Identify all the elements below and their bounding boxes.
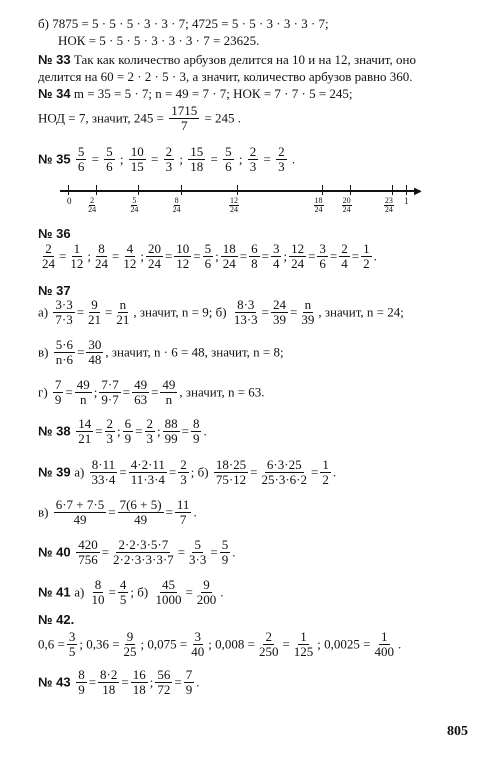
fraction: $\frac{5}{6}$ <box>204 241 212 271</box>
text: . <box>398 636 402 652</box>
fraction: $\frac{1715}{7}$ <box>171 103 198 133</box>
text: = <box>147 151 162 167</box>
line-1 <box>38 16 329 31</box>
fraction: $\frac{30}{48}$ <box>88 337 102 367</box>
problem-34-cont <box>38 104 241 132</box>
number-line-zero: 0 <box>67 196 72 206</box>
number-line-tick <box>138 185 139 195</box>
fraction: $\frac{12}{24}$ <box>291 241 305 271</box>
text: , значит, n · 6 = 48, значит, n = 8; <box>105 344 284 360</box>
problem-37-title <box>38 283 71 298</box>
text: = <box>261 304 270 320</box>
text: = <box>168 464 177 480</box>
text: = <box>122 384 131 400</box>
problem-text: Так как количество арбузов делится на 10 и на 12, значит, оно <box>70 52 416 67</box>
fraction: $\frac{2\cdot 2\cdot 3\cdot 5\cdot 7}{2\cdot 2\cdot 3\cdot 3\cdot 3\cdot 7}$ <box>113 537 174 567</box>
fraction: $\frac{2}{250}$ <box>258 629 279 659</box>
fraction: $\frac{5}{6}$ <box>106 144 113 174</box>
number-line-tick <box>237 185 238 195</box>
text: . <box>373 248 377 264</box>
text: = <box>135 423 143 439</box>
text: ; <box>149 674 154 690</box>
problem-36-row <box>38 242 377 270</box>
text: . <box>193 504 197 520</box>
fraction: $\frac{2}{3}$ <box>278 144 285 174</box>
number-line-label: 2 24 <box>88 196 97 215</box>
number-line-label: 8 24 <box>172 196 181 215</box>
text: = <box>111 248 120 264</box>
fraction: $\frac{15}{18}$ <box>190 144 204 174</box>
number-line-label: 20 24 <box>342 196 351 215</box>
number-line-label: 18 24 <box>314 196 323 215</box>
problem-39-a <box>38 458 336 486</box>
text: . <box>220 584 224 600</box>
fraction: $\frac{6\cdot 3\cdot 25}{25\cdot 3\cdot 6\cdot 2}$ <box>261 457 308 487</box>
text: = <box>185 584 193 600</box>
problem-number: № 40 <box>38 544 75 560</box>
text: = <box>250 464 258 480</box>
text: ; <box>117 423 121 439</box>
fraction: $\frac{8\cdot 2}{18}$ <box>100 667 118 697</box>
problem-35 <box>38 145 295 173</box>
text: = <box>164 248 173 264</box>
fraction: $\frac{3}{4}$ <box>272 241 280 271</box>
text: ; <box>157 423 161 439</box>
fraction: $\frac{2}{4}$ <box>341 241 348 271</box>
fraction: $\frac{18\cdot 25}{75\cdot 12}$ <box>215 457 247 487</box>
problem-number: № 42. <box>38 612 75 627</box>
fraction: $\frac{49}{63}$ <box>134 377 148 407</box>
text: ; б) <box>190 464 212 480</box>
fraction: $\frac{3\cdot 3}{7\cdot 3}$ <box>55 297 73 327</box>
fraction: $\frac{9}{200}$ <box>196 577 217 607</box>
fraction: $\frac{8}{9}$ <box>192 416 200 446</box>
fraction: $\frac{4}{5}$ <box>119 577 127 607</box>
problem-number: № 41 <box>38 584 75 600</box>
fraction: $\frac{5}{3\cdot 3}$ <box>189 537 207 567</box>
problem-number: № 36 <box>38 226 71 241</box>
fraction: $\frac{14}{21}$ <box>78 416 92 446</box>
text: = <box>181 423 189 439</box>
fraction: $\frac{2}{3}$ <box>180 457 187 487</box>
fraction: $\frac{3}{6}$ <box>319 241 326 271</box>
fraction: $\frac{49}{n}$ <box>76 377 90 407</box>
text: ; 0,008 = <box>208 636 255 652</box>
problem-number: № 39 <box>38 464 75 480</box>
text: а) <box>74 584 88 600</box>
fraction: $\frac{6\cdot 7 + 7\cdot 5}{49}$ <box>55 497 105 527</box>
text: ; <box>87 248 91 264</box>
number-line-one: 1 <box>404 196 409 206</box>
number-line-tick <box>350 185 351 195</box>
text: = <box>260 151 275 167</box>
line-text: 7875 = 5 · 5 · 5 · 3 · 3 · 7; 4725 = 5 · 5 · 3 · 3 · 3 · 7; <box>52 16 329 31</box>
text: а) <box>38 304 52 320</box>
text: ; 0,0025 = <box>317 636 371 652</box>
fraction: $\frac{8}{10}$ <box>91 577 105 607</box>
fraction: $\frac{9}{25}$ <box>123 629 137 659</box>
fraction: $\frac{1}{2}$ <box>322 457 329 487</box>
text: , значит, n = 24; <box>318 304 404 320</box>
fraction: $\frac{8\cdot 3}{13\cdot 3}$ <box>233 297 258 327</box>
text: . <box>332 464 337 480</box>
text: = <box>95 423 103 439</box>
text: = <box>308 248 316 264</box>
fraction: $\frac{4\cdot 2\cdot 11}{11\cdot 3\cdot 4}$ <box>130 457 165 487</box>
text: = <box>88 674 97 690</box>
text: = <box>193 248 201 264</box>
fraction: $\frac{16}{18}$ <box>132 667 146 697</box>
text: . <box>232 544 236 560</box>
text: ; <box>283 248 288 264</box>
text: = <box>165 504 173 520</box>
text: = <box>177 544 186 560</box>
text: = <box>77 344 85 360</box>
text: = <box>108 504 116 520</box>
problem-37-g <box>38 378 265 406</box>
fraction: $\frac{8}{9}$ <box>78 667 85 697</box>
fraction: $\frac{7(6 + 5)}{49}$ <box>119 497 162 527</box>
text: ; 0,075 = <box>140 636 188 652</box>
problem-37-v <box>38 338 284 366</box>
text: ; <box>93 384 98 400</box>
text: = <box>207 151 222 167</box>
fraction: $\frac{2}{3}$ <box>106 416 114 446</box>
fraction: $\frac{5}{6}$ <box>77 144 85 174</box>
fraction: $\frac{56}{72}$ <box>157 667 171 697</box>
fraction: $\frac{5}{9}$ <box>221 537 229 567</box>
fraction: $\frac{2}{24}$ <box>42 241 55 271</box>
problem-33-cont: делится на 60 = 2 · 2 · 5 · 3, а значит, количество арбузов равно 360. <box>38 69 413 84</box>
text: ; б) <box>130 584 152 600</box>
text: = <box>282 636 290 652</box>
number-line-tick <box>322 185 323 195</box>
fraction: $\frac{3}{5}$ <box>68 629 76 659</box>
fraction: $\frac{45}{1000}$ <box>155 577 182 607</box>
text: = <box>261 248 269 264</box>
text: = <box>151 384 159 400</box>
fraction: $\frac{9}{21}$ <box>88 297 102 327</box>
fraction: $\frac{8}{24}$ <box>94 241 108 271</box>
problem-40 <box>38 538 235 566</box>
fraction: $\frac{4}{12}$ <box>123 241 137 271</box>
text: = <box>108 584 116 600</box>
text: = <box>239 248 248 264</box>
text: = <box>174 674 182 690</box>
text: ; <box>140 248 144 264</box>
problem-42-row <box>38 630 401 658</box>
problem-33 <box>38 52 416 67</box>
fraction: $\frac{1}{400}$ <box>374 629 394 659</box>
problem-36-title <box>38 226 71 241</box>
problem-39-v <box>38 498 197 526</box>
fraction: $\frac{5}{6}$ <box>225 144 232 174</box>
fraction: $\frac{49}{n}$ <box>162 377 176 407</box>
text: ; <box>215 248 219 264</box>
problem-42-title <box>38 612 74 627</box>
problem-number: № 37 <box>38 283 71 298</box>
text: = <box>311 464 319 480</box>
page-number: 805 <box>447 724 468 739</box>
text: = <box>119 464 127 480</box>
text: = <box>76 304 85 320</box>
fraction: $\frac{7\cdot 7}{9\cdot 7}$ <box>101 377 119 407</box>
fraction: $\frac{1}{2}$ <box>363 241 370 271</box>
text: НОД = 7, значит, 245 = <box>38 110 164 126</box>
text: . <box>288 151 296 167</box>
problem-number: № 34 <box>38 86 71 101</box>
fraction: $\frac{420}{756}$ <box>78 537 98 567</box>
text: = <box>290 304 298 320</box>
fraction: $\frac{8\cdot 11}{33\cdot 4}$ <box>91 457 116 487</box>
text: в) <box>38 344 52 360</box>
number-line <box>60 190 420 192</box>
fraction: $\frac{1}{125}$ <box>293 629 314 659</box>
fraction: $\frac{88}{99}$ <box>164 416 178 446</box>
fraction: $\frac{7}{9}$ <box>54 377 62 407</box>
problem-number: № 43 <box>38 674 75 690</box>
text: = <box>65 384 73 400</box>
number-line-tick <box>392 185 393 195</box>
fraction: $\frac{20}{24}$ <box>147 241 161 271</box>
problem-number: № 35 <box>38 151 71 167</box>
line-2: НОК = 5 · 5 · 5 · 3 · 3 · 3 · 7 = 23625. <box>58 33 260 48</box>
problem-34 <box>38 86 353 101</box>
problem-37-a <box>38 298 404 326</box>
text: = <box>351 248 360 264</box>
problem-text: m = 35 = 5 · 7; n = 49 = 7 · 7; НОК = 7 · 7 · 5 = 245; <box>70 86 353 101</box>
text: = <box>59 248 67 264</box>
text: = <box>105 304 113 320</box>
text: а) <box>74 464 88 480</box>
text: = <box>210 544 218 560</box>
text: . <box>196 674 200 690</box>
fraction: $\frac{5\cdot 6}{n\cdot 6}$ <box>55 337 74 367</box>
number-line-label: 5 24 <box>130 196 139 215</box>
text: , значит, n = 63. <box>179 384 265 400</box>
text: ; <box>235 151 246 167</box>
problem-38 <box>38 417 207 445</box>
problem-43 <box>38 668 199 696</box>
problem-number: № 38 <box>38 423 75 439</box>
fraction: $\frac{n}{39}$ <box>301 297 315 327</box>
text: . <box>203 423 207 439</box>
fraction: $\frac{2}{3}$ <box>249 144 257 174</box>
number-line-tick <box>96 185 97 195</box>
fraction: $\frac{2}{3}$ <box>165 144 173 174</box>
text: ; <box>176 151 187 167</box>
fraction-row <box>74 144 296 174</box>
fraction: $\frac{6}{9}$ <box>124 416 132 446</box>
text: = <box>121 674 129 690</box>
text: 0,6 = <box>38 636 65 652</box>
text: в) <box>38 504 52 520</box>
fraction: $\frac{10}{15}$ <box>130 144 144 174</box>
fraction: $\frac{7}{9}$ <box>185 667 193 697</box>
text: = 245 . <box>204 110 242 126</box>
fraction: $\frac{2}{3}$ <box>146 416 153 446</box>
text: ; 0,36 = <box>79 636 120 652</box>
item-label: б) <box>38 16 49 31</box>
number-line-label: 12 24 <box>230 196 238 215</box>
fraction: $\frac{1}{12}$ <box>70 241 84 271</box>
fraction: $\frac{n}{21}$ <box>116 297 130 327</box>
fraction: $\frac{3}{40}$ <box>191 629 205 659</box>
text: = <box>329 248 338 264</box>
number-line-label: 23 24 <box>384 196 393 215</box>
problem-number: № 33 <box>38 52 71 67</box>
text: ; <box>116 151 127 167</box>
fraction: $\frac{18}{24}$ <box>222 241 236 271</box>
fraction: $\frac{6}{8}$ <box>251 241 258 271</box>
fraction: $\frac{11}{7}$ <box>176 497 190 527</box>
problem-41 <box>38 578 224 606</box>
text: = <box>101 544 110 560</box>
fraction: $\frac{10}{12}$ <box>176 241 190 271</box>
fraction: $\frac{24}{39}$ <box>273 297 287 327</box>
text: , значит, n = 9; б) <box>133 304 230 320</box>
text: г) <box>38 384 51 400</box>
number-line-arrow-icon: ▶ <box>414 186 422 197</box>
text: = <box>88 151 103 167</box>
number-line-tick <box>181 185 182 195</box>
